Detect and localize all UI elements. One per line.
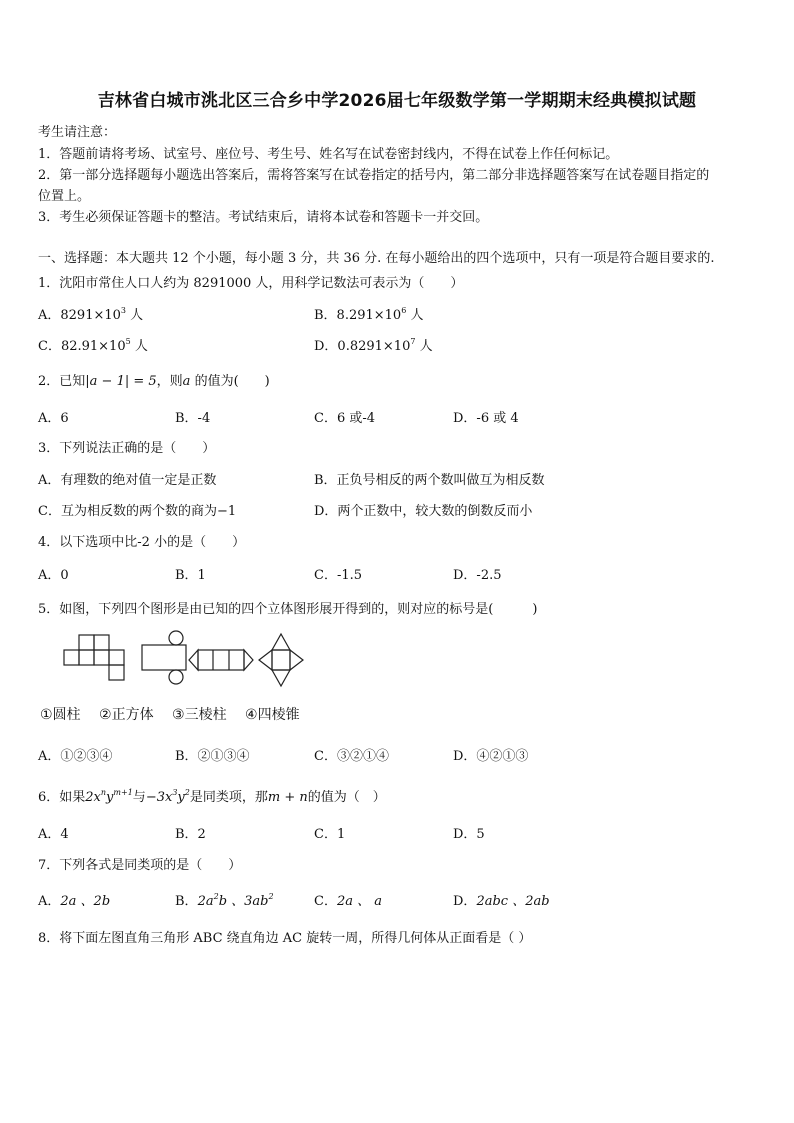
q2-option-c: C．6 或-4 <box>314 411 376 426</box>
question-6-stem: 6．如果$2x^ny^{m+1}$与$-3x^3y^2$是同类项，那m + n的值为（ ） <box>38 788 386 805</box>
square-pyramid-net-shape <box>259 634 303 686</box>
q2-option-a: A．6 <box>38 411 69 426</box>
question-1-stem: 1．沈阳市常住人口人约为 8291000 人，用科学记数法可表示为（ ） <box>38 276 464 291</box>
q5-option-b: B．②①③④ <box>175 749 250 764</box>
page-title: 吉林省白城市洮北区三合乡中学2026届七年级数学第一学期期末经典模拟试题 <box>97 91 697 111</box>
solid-label-cylinder: ①圆柱 <box>40 707 81 723</box>
q5-option-a: A．①②③④ <box>38 749 113 764</box>
question-5-stem: 5．如图，下列四个图形是由已知的四个立体图形展开得到的，则对应的标号是( ) <box>38 602 538 617</box>
notice-item: 1．答题前请将考场、试室号、座位号、考生号、姓名写在试卷密封线内，不得在试卷上作任何标记。 <box>38 147 619 162</box>
notice-item: 位置上。 <box>38 189 91 204</box>
q6-option-a: A．4 <box>38 827 69 842</box>
q6-option-d: D．5 <box>453 827 485 842</box>
q7-option-c: C．2a 、 a <box>314 894 382 909</box>
solid-labels <box>40 704 314 724</box>
q2-option-b: B．-4 <box>175 411 211 426</box>
solid-label-square-pyramid: ④四棱锥 <box>245 707 300 723</box>
cylinder-net-shape <box>142 631 186 684</box>
q3-option-d: D．两个正数中，较大数的倒数反而小 <box>314 504 533 519</box>
q3-option-c: C．互为相反数的两个数的商为−1 <box>38 504 237 519</box>
q7-option-a: A．2a 、2b <box>38 894 111 909</box>
q4-option-d: D．-2.5 <box>453 568 502 583</box>
q5-option-d: D．④②①③ <box>453 749 529 764</box>
q1-option-a: A．$8291\times 10^3$ 人 <box>38 306 144 323</box>
question-3-stem: 3．下列说法正确的是（ ） <box>38 441 216 456</box>
solid-label-cube: ②正方体 <box>99 707 154 723</box>
cube-net-shape <box>64 635 124 680</box>
notice-item: 2．第一部分选择题每小题选出答案后，需将答案写在试卷指定的括号内，第二部分非选择题答案写在试卷题目指定的 <box>38 168 710 183</box>
q1-option-b: B．$8.291\times 10^6$ 人 <box>314 306 424 323</box>
q4-option-a: A．0 <box>38 568 69 583</box>
q6-option-c: C．1 <box>314 827 346 842</box>
q3-option-b: B．正负号相反的两个数叫做互为相反数 <box>314 473 545 488</box>
notice-heading: 考生请注意： <box>38 125 117 140</box>
q1-option-d: D．$0.8291\times 10^7$ 人 <box>314 337 433 354</box>
notice-item: 3．考生必须保证答题卡的整洁。考试结束后，请将本试卷和答题卡一并交回。 <box>38 210 489 225</box>
section-heading: 一、选择题：本大题共 12 个小题，每小题 3 分，共 36 分. 在每小题给出的四个选项中，只有一项是符合题目要求的. <box>38 251 715 266</box>
question-4-stem: 4．以下选项中比-2 小的是（ ） <box>38 535 246 550</box>
triangular-prism-net-shape <box>189 650 253 670</box>
solid-label-triangular-prism: ③三棱柱 <box>172 707 227 723</box>
q7-option-d: D．2abc 、2ab <box>453 894 550 909</box>
question-8-stem: 8．将下面左图直角三角形 ABC 绕直角边 AC 旋转一周，所得几何体从正面看是（ ） <box>38 931 532 946</box>
q4-option-c: C．-1.5 <box>314 568 363 583</box>
q3-option-a: A．有理数的绝对值一定是正数 <box>38 473 217 488</box>
q6-option-b: B．2 <box>175 827 206 842</box>
question-2-stem: 2．已知|a − 1| = 5，则a 的值为( ) <box>38 374 270 389</box>
q4-option-b: B．1 <box>175 568 206 583</box>
unfolded-nets-figure <box>58 630 318 690</box>
q2-option-d: D．-6 或 4 <box>453 411 519 426</box>
question-7-stem: 7．下列各式是同类项的是（ ） <box>38 858 242 873</box>
q5-option-c: C．③②①④ <box>314 749 389 764</box>
q7-option-b: B．$2a^2b$ 、$3ab^2$ <box>175 892 274 909</box>
q1-option-c: C．$82.91\times 10^5$ 人 <box>38 337 148 354</box>
